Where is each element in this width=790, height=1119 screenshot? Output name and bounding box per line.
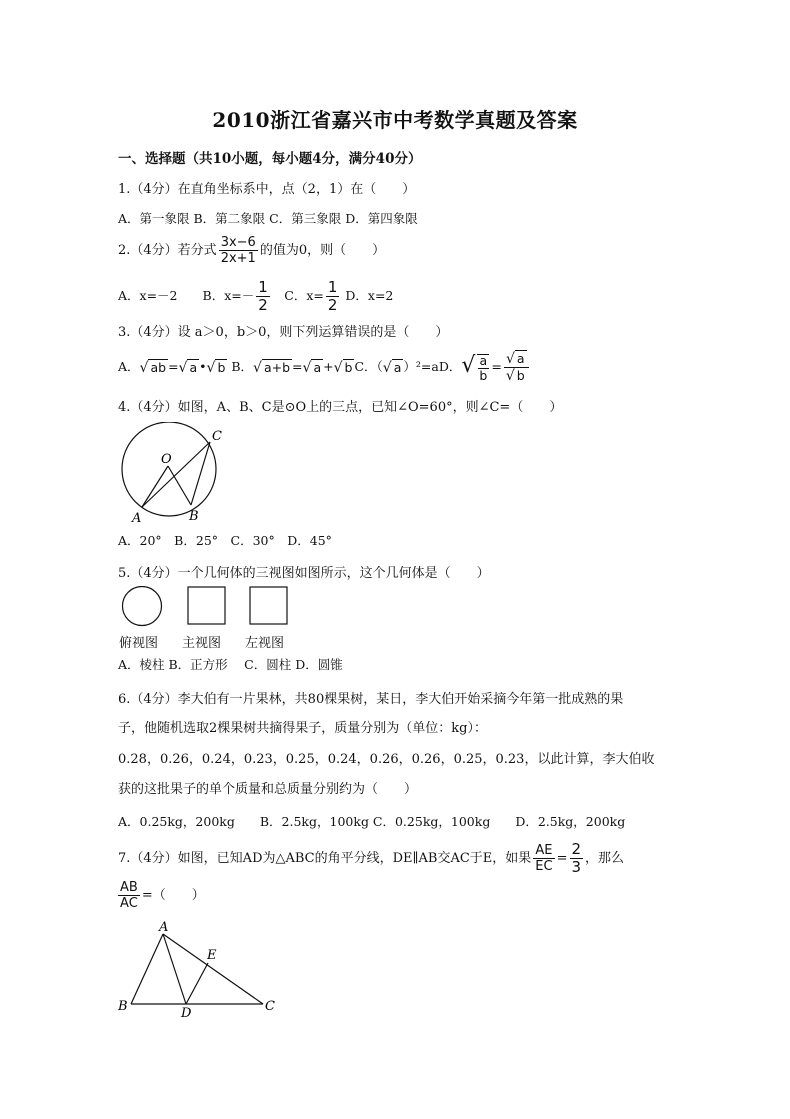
frac-den: 3 — [571, 858, 582, 876]
question-6-line-2: 子，他随机选取2棵果树共摘得果子，质量分别为（单位：kg）： — [118, 721, 487, 736]
label-b: B — [118, 999, 128, 1014]
opt-d-label: D． — [438, 359, 462, 374]
radicand: b — [344, 359, 353, 375]
label-o: O — [161, 452, 172, 467]
q2-fraction — [219, 236, 258, 265]
sqrt-ab: √ ab — [139, 359, 167, 376]
triangle-figure — [112, 918, 284, 1018]
sqrt-a: √ a — [178, 359, 198, 376]
sqrt-a: √ a — [382, 359, 402, 376]
radicand: b — [516, 368, 525, 383]
q2-opt-c: C．x= — [271, 288, 324, 303]
sqrt-frac: √ $\frac{a}{b}$ — [461, 352, 488, 383]
frac-den: AC — [120, 896, 138, 911]
ae-ec-fraction — [533, 844, 554, 873]
radicand: a — [393, 359, 402, 375]
radicand: a — [189, 359, 198, 375]
question-7-stem — [118, 842, 624, 875]
q2-text-a: 2.（4分）若分式 — [118, 243, 217, 258]
opt-a-label: A． — [118, 359, 140, 374]
q2-opt-ab: A．x=－2 B．x=－ — [118, 288, 255, 303]
question-3-options — [118, 352, 531, 383]
half-den: 2 — [258, 296, 268, 314]
equals: = — [168, 359, 179, 374]
q7-text-a: 7.（4分）如图，已知AD为△ABC的角平分线，DE∥AB交AC于E，如果 — [118, 851, 532, 866]
label-a: A — [132, 511, 142, 526]
question-4-stem: 4.（4分）如图，A、B、C是⊙O上的三点，已知∠O=60°，则∠C=（ ） — [118, 400, 563, 415]
sqrt-b: √ b — [206, 359, 226, 376]
segment-ac — [163, 934, 263, 1004]
page-title: 2010浙江省嘉兴市中考数学真题及答案 — [212, 108, 578, 132]
q2-frac-den: 2x+1 — [220, 251, 256, 266]
half-num: 1 — [327, 278, 338, 296]
q2-half-1 — [256, 280, 270, 313]
radicand: a — [516, 351, 525, 366]
half-den: 2 — [327, 296, 338, 314]
question-6-line-3: 0.28，0.26，0.24，0.23，0.25，0.24，0.26，0.26，0.25，0.23，以此计算，李大伯收 — [118, 752, 655, 767]
label-e: E — [207, 948, 217, 963]
sqrt-fraction: $\frac{√ a}{√ b}$ — [504, 352, 529, 383]
label-c: C — [212, 429, 222, 444]
equals: = — [491, 359, 502, 374]
question-7-expression — [118, 881, 205, 910]
q2-text-b: 的值为0，则（ ） — [259, 243, 386, 258]
question-3-stem: 3.（4分）设 a＞0，b＞0，则下列运算错误的是（ ） — [118, 325, 449, 340]
plus: + — [323, 359, 334, 374]
front-view-label: 主视图 — [182, 636, 222, 651]
label-b: B — [189, 509, 199, 524]
three-views-figure — [120, 586, 295, 628]
dot: • — [199, 359, 207, 374]
equals: = — [292, 359, 303, 374]
question-6-line-4: 获的这批果子的单个质量和总质量分别约为（ ） — [118, 782, 418, 797]
question-6-options: A．0.25kg，200kg B．2.5kg，100kg C．0.25kg，100kg D．2.5kg，200kg — [118, 814, 626, 829]
top-view-label: 俯视图 — [119, 636, 159, 651]
sqrt-a-plus-b: √ a+b — [253, 359, 291, 376]
question-4-options: A．20° B．25° C．30° D．45° — [118, 533, 332, 548]
frac-num: AE — [535, 843, 553, 858]
radicand: a+b — [263, 359, 291, 375]
frac-den: b — [479, 368, 488, 383]
frac-num: AB — [120, 880, 138, 895]
front-view-square — [188, 587, 225, 624]
equals: = — [556, 851, 568, 866]
frac-num: a — [479, 352, 488, 368]
frac-den: EC — [535, 859, 553, 874]
radicand: a — [313, 359, 322, 375]
question-1-stem: 1.（4分）在直角坐标系中，点（2，1）在（ ） — [118, 182, 416, 197]
segment-de — [186, 963, 208, 1004]
q2-opt-d: D．x=2 — [341, 288, 394, 303]
question-6-line-1: 6.（4分）李大伯有一片果林，共80棵果树，某日，李大伯开始采摘今年第一批成熟的果 — [118, 692, 624, 707]
q7-text-b: ，那么 — [585, 851, 625, 866]
question-5-stem: 5.（4分）一个几何体的三视图如图所示，这个几何体是（ ） — [118, 566, 490, 581]
two-thirds — [570, 842, 584, 875]
q2-half-2 — [326, 280, 340, 313]
question-1-options: A．第一象限 B．第二象限 C．第三象限 D．第四象限 — [118, 211, 418, 226]
section-heading: 一、选择题（共10小题，每小题4分，满分40分） — [118, 151, 422, 167]
q7-tail: =（ ） — [141, 888, 205, 903]
sqrt-a: √ a — [302, 359, 322, 376]
radicand: b — [217, 359, 226, 375]
radicand: ab — [150, 359, 167, 375]
opt-b-label: B． — [227, 359, 254, 374]
frac-num: 2 — [571, 840, 582, 858]
question-2-stem — [118, 236, 385, 265]
segment-ad — [163, 934, 186, 1004]
circle-figure — [112, 422, 232, 526]
segment-ab — [131, 934, 163, 1004]
ab-ac-fraction — [118, 881, 140, 910]
opt-c-label: C．（ — [354, 359, 383, 374]
label-c: C — [265, 999, 275, 1014]
q2-frac-num: 3x−6 — [220, 235, 256, 250]
side-view-label: 左视图 — [245, 636, 285, 651]
side-view-square — [250, 587, 287, 624]
top-view-circle — [123, 587, 162, 626]
question-5-options: A．棱柱 B．正方形 C．圆柱 D．圆锥 — [118, 657, 343, 672]
label-d: D — [181, 1006, 192, 1018]
question-2-options — [118, 280, 393, 313]
label-a: A — [159, 920, 169, 935]
opt-c-tail: ）²=a — [403, 359, 439, 374]
sqrt-b: √ b — [333, 359, 353, 376]
half-num: 1 — [258, 278, 268, 296]
